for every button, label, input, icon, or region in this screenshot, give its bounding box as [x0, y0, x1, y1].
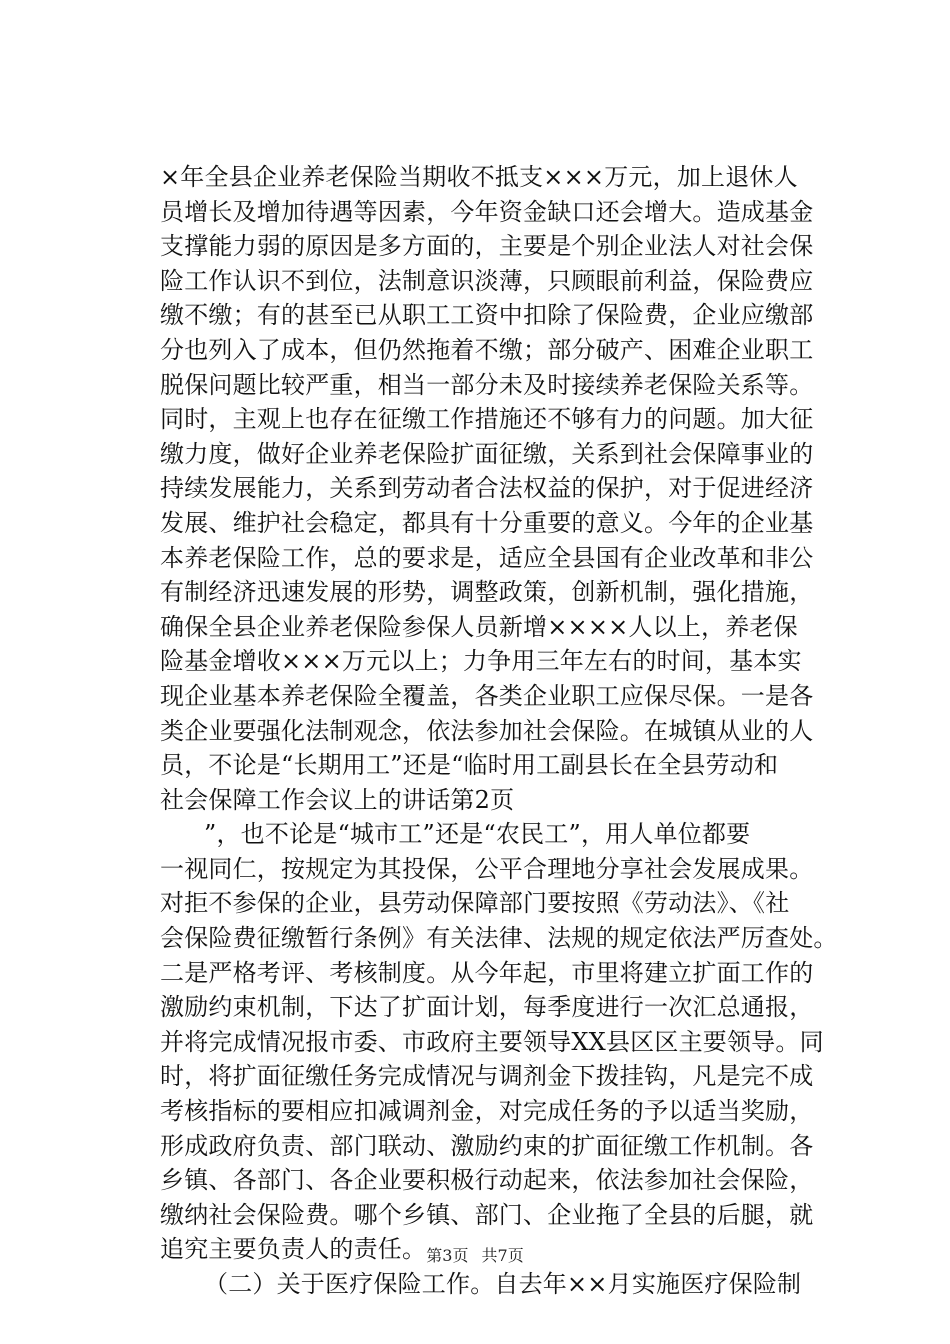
text-line: 险基金增收×××万元以上；力争用三年左右的时间，基本实 [160, 647, 802, 676]
text-line: 同时，主观上也存在征缴工作措施还不够有力的问题。加大征 [160, 405, 814, 434]
text-line: 考核指标的要相应扣减调剂金，对完成任务的予以适当奖励， [160, 1097, 814, 1126]
text-line: 持续发展能力，关系到劳动者合法权益的保护，对于促进经济 [160, 474, 814, 503]
text-line: 二是严格考评、考核制度。从今年起，市里将建立扩面工作的 [160, 958, 814, 987]
text-line: 类企业要强化法制观念，依法参加社会保险。在城镇从业的人 [160, 716, 814, 745]
page-total: 共7页 [481, 1246, 524, 1265]
page-number: 第3页 [426, 1246, 469, 1265]
text-line: ”，也不论是“城市工”还是“农民工”，用人单位都要 [204, 820, 751, 849]
text-line: 确保全县企业养老保险参保人员新增××××人以上，养老保 [160, 612, 798, 641]
text-line: 支撑能力弱的原因是多方面的，主要是个别企业法人对社会保 [160, 232, 814, 261]
text-line: 分也列入了成本，但仍然拖着不缴；部分破产、困难企业职工 [160, 335, 814, 364]
text-line: 追究主要负责人的责任。 [160, 1235, 427, 1264]
text-line: 激励约束机制，下达了扩面计划，每季度进行一次汇总通报， [160, 993, 814, 1022]
page-footer [0, 1246, 950, 1266]
text-line: 缴纳社会保险费。哪个乡镇、部门、企业拖了全县的后腿，就 [160, 1200, 814, 1229]
text-line: 发展、维护社会稳定，都具有十分重要的意义。今年的企业基 [160, 508, 814, 537]
text-line: 缴力度，做好企业养老保险扩面征缴，关系到社会保障事业的 [160, 439, 814, 468]
text-line: 脱保问题比较严重，相当一部分未及时接续养老保险关系等。 [160, 370, 814, 399]
text-line: 形成政府负责、部门联动、激励约束的扩面征缴工作机制。各 [160, 1131, 814, 1160]
text-line: 乡镇、各部门、各企业要积极行动起来，依法参加社会保险， [160, 1166, 814, 1195]
text-line: 缴不缴；有的甚至已从职工工资中扣除了保险费，企业应缴部 [160, 301, 814, 330]
document-body [160, 160, 838, 1302]
text-line: 员增长及增加待遇等因素，今年资金缺口还会增大。造成基金 [160, 197, 814, 226]
text-line: 有制经济迅速发展的形势，调整政策，创新机制，强化措施， [160, 578, 814, 607]
text-line: 一视同仁，按规定为其投保，公平合理地分享社会发展成果。 [160, 854, 814, 883]
text-line: 现企业基本养老保险全覆盖，各类企业职工应保尽保。一是各 [160, 681, 814, 710]
text-line: 对拒不参保的企业，县劳动保障部门要按照《劳动法》、《社 [160, 889, 790, 918]
text-line: 会保险费征缴暂行条例》有关法律、法规的规定依法严厉查处。 [160, 924, 838, 953]
text-line: ×年全县企业养老保险当期收不抵支×××万元，加上退休人 [160, 163, 798, 191]
text-line: （二）关于医疗保险工作。自去年××月实施医疗保险制 [204, 1270, 802, 1298]
text-line: 险工作认识不到位，法制意识淡薄，只顾眼前利益，保险费应 [160, 266, 814, 295]
text-line: 员，不论是“长期用工”还是“临时用工副县长在全县劳动和 [160, 751, 779, 780]
text-line: 并将完成情况报市委、市政府主要领导XX县区区主要领导。同 [160, 1027, 824, 1056]
text-line: 本养老保险工作，总的要求是，适应全县国有企业改革和非公 [160, 543, 814, 572]
text-line: 社会保障工作会议上的讲话第2页 [160, 785, 515, 814]
text-line: 时，将扩面征缴任务完成情况与调剂金下拨挂钩，凡是完不成 [160, 1062, 814, 1091]
